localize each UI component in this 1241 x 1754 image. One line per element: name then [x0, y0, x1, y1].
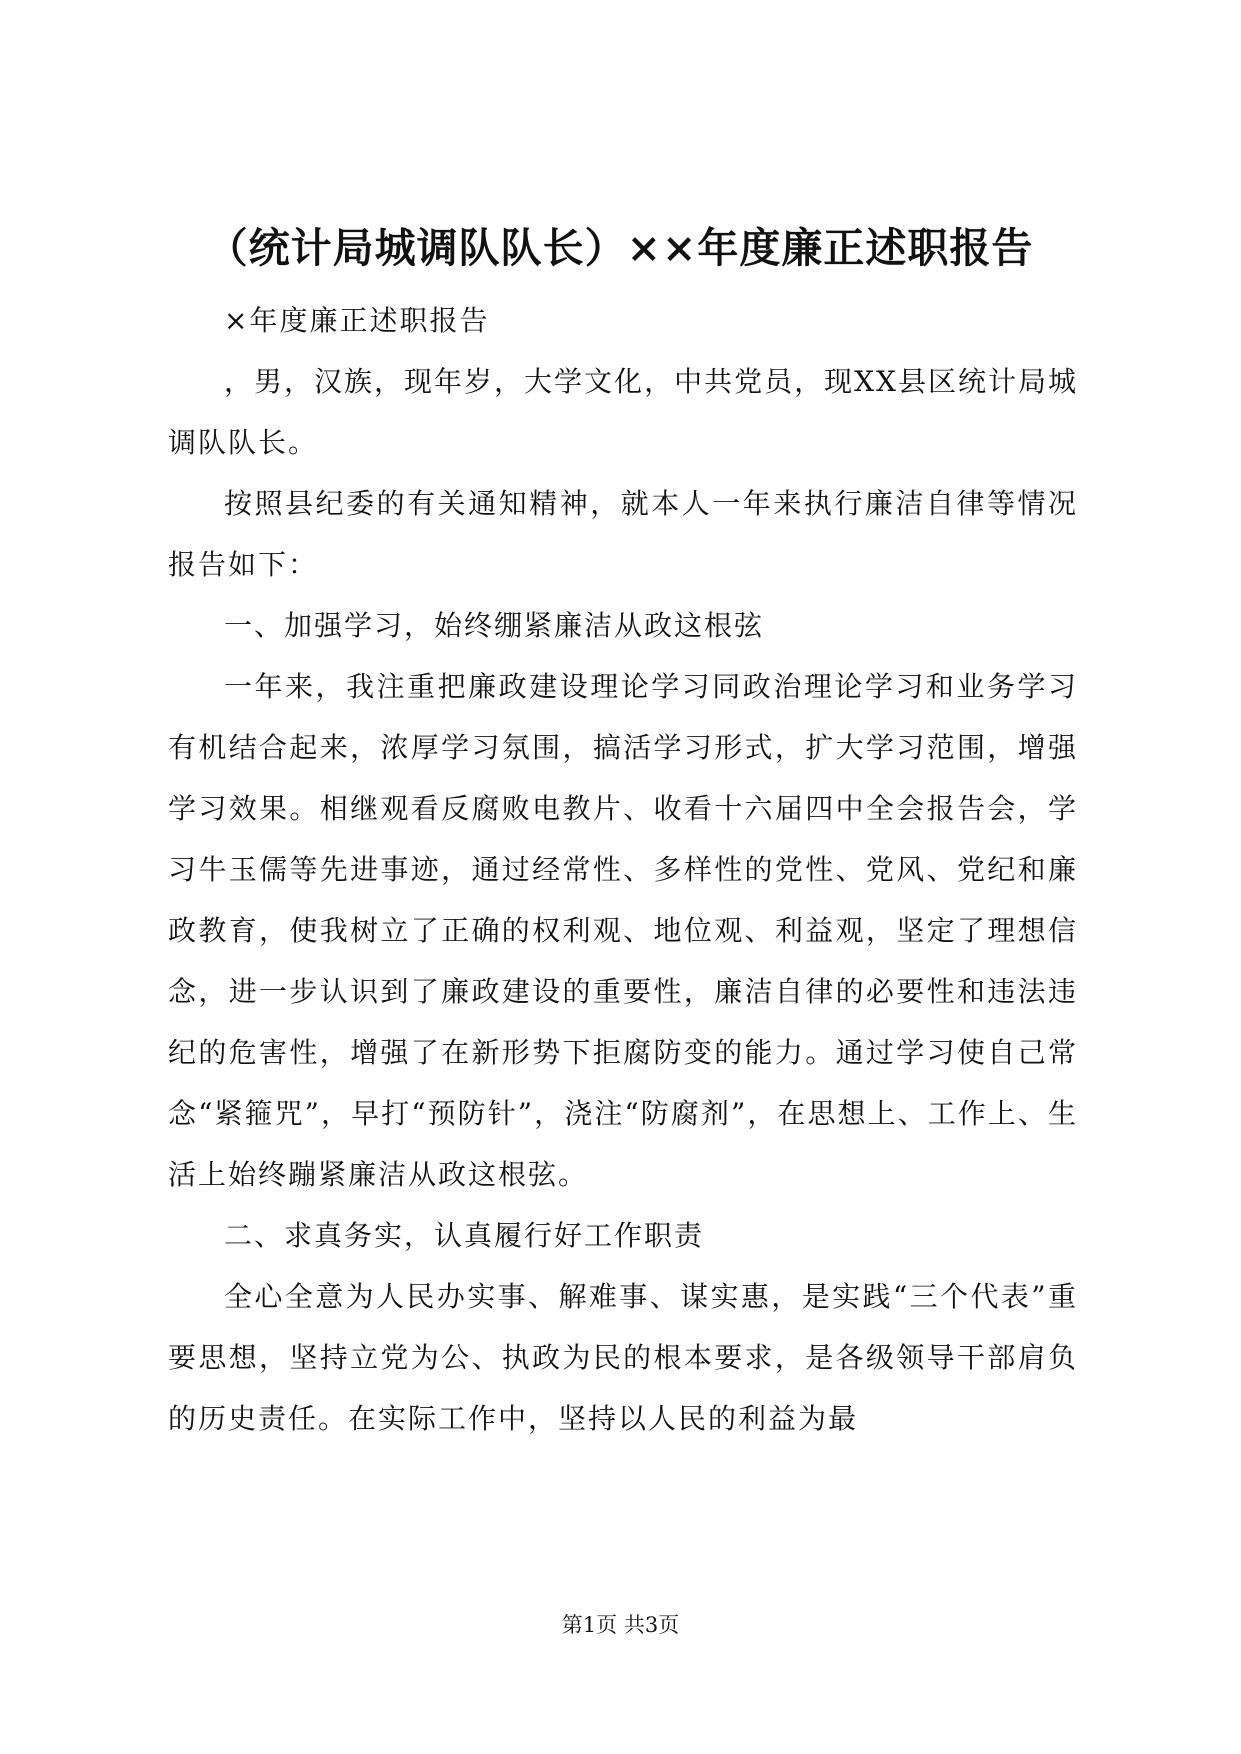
document-body — [168, 290, 1078, 1449]
paragraph-duty: 全心全意为人民办实事、解难事、谋实惠，是实践“三个代表”重要思想，坚持立党为公、执政为民的根本要求，是各级领导干部肩负的历史责任。在实际工作中，坚持以人民的利益为最 — [168, 1280, 1078, 1435]
paragraph-subtitle: ×年度廉正述职报告 — [224, 304, 490, 337]
page-number-footer: 第1页 共3页 — [561, 1613, 680, 1637]
section-heading-1: 一、加强学习，始终绷紧廉洁从政这根弦 — [224, 609, 765, 642]
paragraph-profile: ，男，汉族，现年岁，大学文化，中共党员，现XX县区统计局城调队队长。 — [168, 365, 1078, 459]
paragraph-intro: 按照县纪委的有关通知精神，就本人一年来执行廉洁自律等情况报告如下： — [168, 487, 1078, 581]
section-heading-2: 二、求真务实，认真履行好工作职责 — [224, 1219, 705, 1252]
document-title: （统计局城调队队长）××年度廉正述职报告 — [206, 224, 1034, 272]
paragraph-study: 一年来，我注重把廉政建设理论学习同政治理论学习和业务学习有机结合起来，浓厚学习氛围，搞活学习形式，扩大学习范围，增强学习效果。相继观看反腐败电教片、收看十六届四中全会报告会，学习牛玉儒等先进事迹，通过经常性、多样性的党性、党风、党纪和廉政教育，使我树立了正确的权利观、地位观、利益观，坚定了理想信念，进一步认识到了廉政建设的重要性，廉洁自律的必要性和违法违纪的危害性，增强了在新形势下拒腐防变的能力。通过学习使自己常念“紧箍咒”，早打“预防针”，浇注“防腐剂”，在思想上、工作上、生活上始终蹦紧廉洁从政这根弦。 — [168, 670, 1078, 1191]
